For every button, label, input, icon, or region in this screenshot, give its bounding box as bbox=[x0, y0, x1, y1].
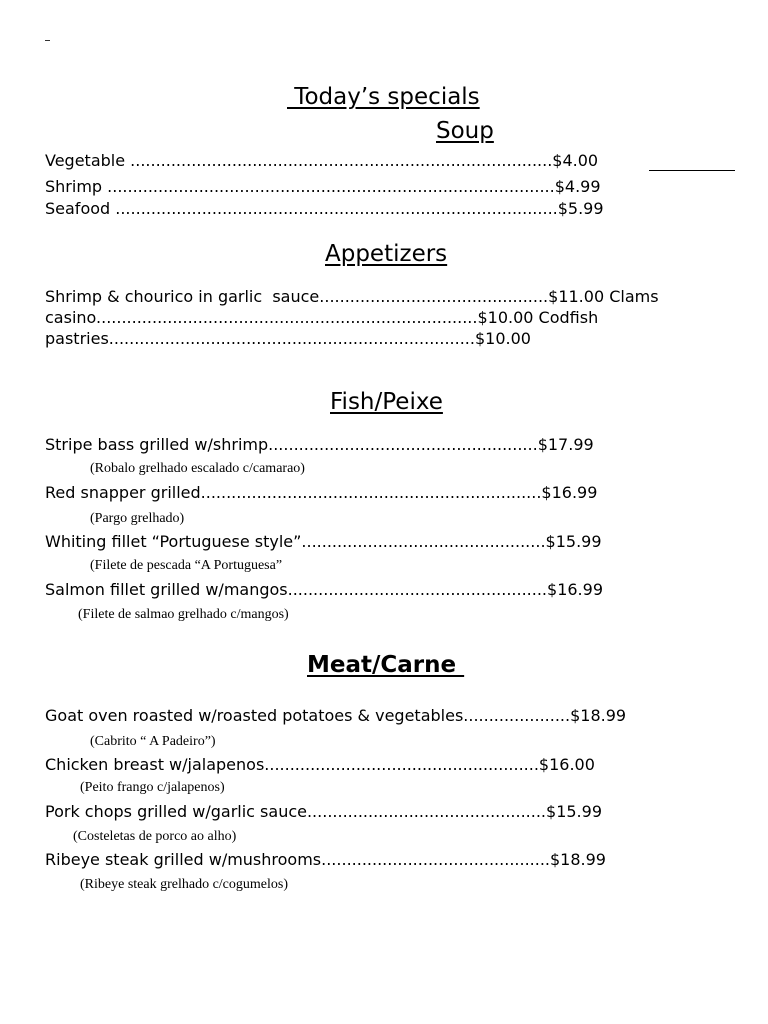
meat-item-translation: (Peito frango c/jalapenos) bbox=[80, 780, 225, 795]
fish-item: Whiting fillet “Portuguese style”................................................$15.99 bbox=[45, 532, 602, 551]
appetizer-line: casino...........................................................................$10.00 Codfish bbox=[45, 308, 599, 327]
soup-heading: Soup bbox=[436, 118, 494, 144]
meat-heading: Meat/Carne bbox=[307, 652, 465, 678]
fish-item: Red snapper grilled...................................................................$16.99 bbox=[45, 483, 598, 502]
soup-item: Shrimp ........................................................................................$4.99 bbox=[45, 177, 601, 196]
meat-item: Pork chops grilled w/garlic sauce...............................................$15.99 bbox=[45, 802, 602, 821]
fish-item-translation: (Filete de pescada “A Portuguesa” bbox=[90, 558, 283, 573]
soup-item: Vegetable ...................................................................................$4.00 bbox=[45, 151, 599, 170]
soup-item: Seafood .......................................................................................$5.99 bbox=[45, 199, 604, 218]
meat-item-translation: (Cabrito “ A Padeiro”) bbox=[90, 734, 216, 749]
fish-item-translation: (Pargo grelhado) bbox=[90, 511, 185, 526]
fish-item: Stripe bass grilled w/shrimp.....................................................$17.99 bbox=[45, 435, 594, 454]
appetizer-line: Shrimp & chourico in garlic sauce.............................................$11.00 Clams bbox=[45, 287, 659, 306]
appetizers-heading: Appetizers bbox=[325, 241, 448, 267]
page-mark bbox=[45, 40, 50, 41]
meat-item: Goat oven roasted w/roasted potatoes & vegetables.....................$18.99 bbox=[45, 706, 627, 725]
fish-item: Salmon fillet grilled w/mangos...................................................$16.99 bbox=[45, 580, 603, 599]
appetizer-line: pastries........................................................................$10.00 bbox=[45, 329, 531, 348]
meat-item: Chicken breast w/jalapenos......................................................$16.00 bbox=[45, 755, 595, 774]
meat-item: Ribeye steak grilled w/mushrooms.............................................$18.99 bbox=[45, 850, 606, 869]
fish-heading: Fish/Peixe bbox=[330, 389, 443, 415]
page-title: Today’s specials bbox=[287, 84, 480, 110]
trailing-rule bbox=[649, 170, 735, 171]
meat-item-translation: (Costeletas de porco ao alho) bbox=[73, 829, 237, 844]
fish-item-translation: (Filete de salmao grelhado c/mangos) bbox=[78, 607, 289, 622]
meat-item-translation: (Ribeye steak grelhado c/cogumelos) bbox=[80, 877, 288, 892]
fish-item-translation: (Robalo grelhado escalado c/camarao) bbox=[90, 461, 305, 476]
